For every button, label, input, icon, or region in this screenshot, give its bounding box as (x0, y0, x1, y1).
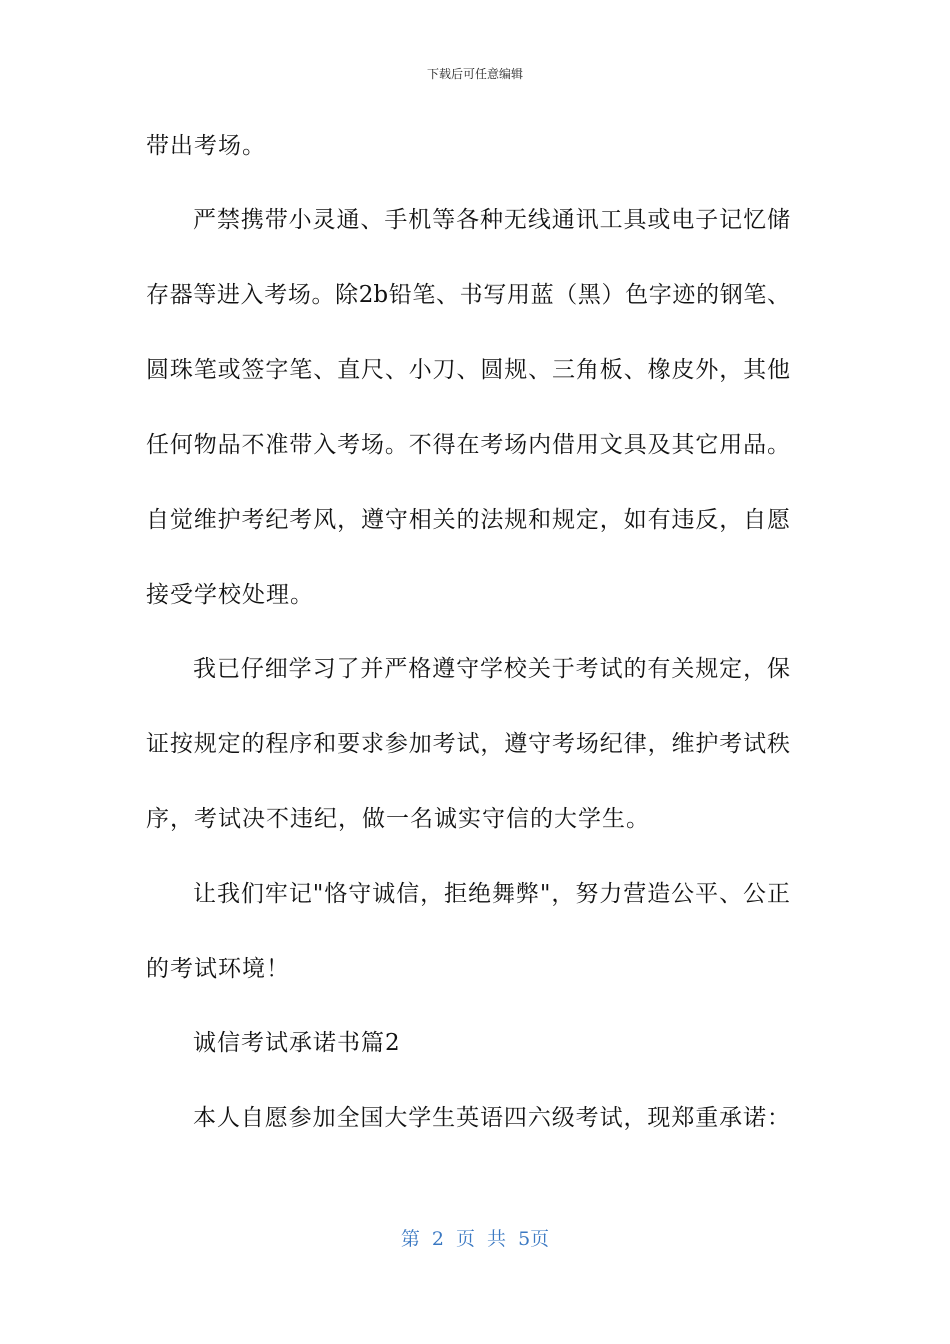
text-line: 证按规定的程序和要求参加考试，遵守考场纪律，维护考试秩 (146, 731, 790, 757)
text-line: 让我们牢记"恪守诚信，拒绝舞弊"，努力营造公平、公正 (193, 881, 790, 907)
text-line: 本人自愿参加全国大学生英语四六级考试，现郑重承诺： (193, 1105, 790, 1131)
text-line: 严禁携带小灵通、手机等各种无线通讯工具或电子记忆储 (193, 207, 790, 233)
text-line: 的考试环境！ (146, 956, 290, 982)
page-number: 第 2 页 共 5页 (400, 1228, 550, 1250)
text-line: 带出考场。 (146, 133, 266, 159)
text-line: 圆珠笔或签字笔、直尺、小刀、圆规、三角板、橡皮外，其他 (146, 357, 790, 383)
text-line: 存器等进入考场。除2b铅笔、书写用蓝（黑）色字迹的钢笔、 (146, 282, 790, 308)
text-line: 我已仔细学习了并严格遵守学校关于考试的有关规定，保 (193, 656, 790, 682)
text-line: 接受学校处理。 (146, 582, 314, 608)
text-line: 自觉维护考纪考风，遵守相关的法规和规定，如有违反，自愿 (146, 507, 790, 533)
text-line: 序，考试决不违纪，做一名诚实守信的大学生。 (146, 806, 650, 832)
section-heading: 诚信考试承诺书篇2 (193, 1030, 401, 1056)
page-header-note: 下载后可任意编辑 (426, 67, 523, 81)
text-line: 任何物品不准带入考场。不得在考场内借用文具及其它用品。 (146, 432, 790, 458)
